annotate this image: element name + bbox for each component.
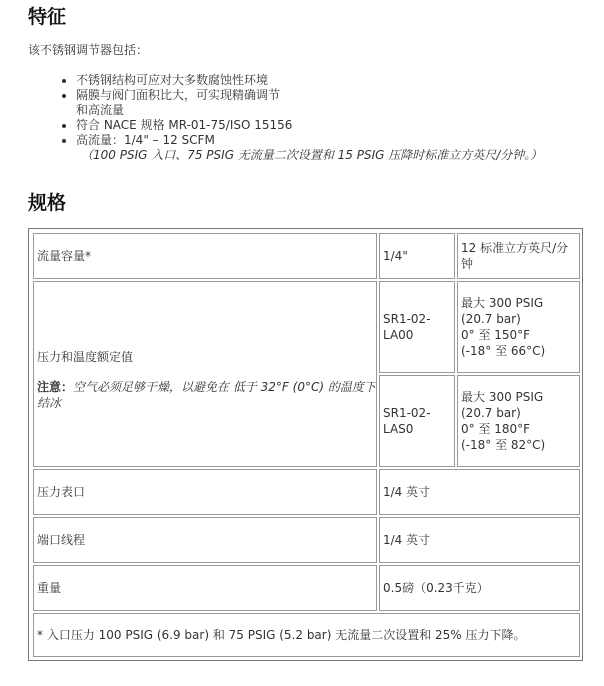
list-item: • 不锈钢结构可应对大多数腐蚀性环境 [76,73,604,88]
weight-label: 重量 [33,565,377,611]
flow-value: 12 标准立方英尺/分钟 [457,233,580,279]
gauge-label: 压力表口 [33,469,377,515]
flow-size: 1/4" [379,233,455,279]
pressure-label-cell [33,281,377,467]
model-code-la00: SR1-02-LA00 [379,281,455,373]
list-item: • 符合 NACE 规格 MR-01-75/ISO 15156 [76,118,604,133]
port-label: 端口线程 [33,517,377,563]
weight-value: 0.5磅（0.23千克） [379,565,580,611]
spec-table [28,228,583,661]
flow-label: 流量容量* [33,233,377,279]
footnote: * 入口压力 100 PSIG (6.9 bar) 和 75 PSIG (5.2 bar) 无流量二次设置和 25% 压力下降。 [33,613,580,657]
list-item: • 高流量：1/4" – 12 SCFM （100 PSIG 入口、75 PSIG 无流量二次设置和 15 PSIG 压降时标准立方英尺/分钟。） [76,133,604,163]
note-text: 空气必须足够干燥，以避免在 低于 32°F (0°C) 的温度下结冰 [37,380,376,410]
features-heading: 特征 [28,6,67,28]
model-code-las0: SR1-02-LAS0 [379,375,455,467]
list-item: • 隔膜与阀门面积比大，可实现精确调节 和高流量 [76,88,604,118]
specs-heading: 规格 [28,192,67,214]
port-value: 1/4 英寸 [379,517,580,563]
model-rating-las0: 最大 300 PSIG (20.7 bar) 0° 至 180°F (-18° 至 82°C) [457,375,580,467]
gauge-value: 1/4 英寸 [379,469,580,515]
features-intro: 该不锈钢调节器包括： [28,43,149,57]
model-rating-la00: 最大 300 PSIG (20.7 bar) 0° 至 150°F (-18° 至 66°C) [457,281,580,373]
note-label: 注意： [37,380,74,394]
pressure-label: 压力和温度额定值 [37,350,134,364]
features-list [58,73,604,163]
pressure-note [37,379,376,411]
